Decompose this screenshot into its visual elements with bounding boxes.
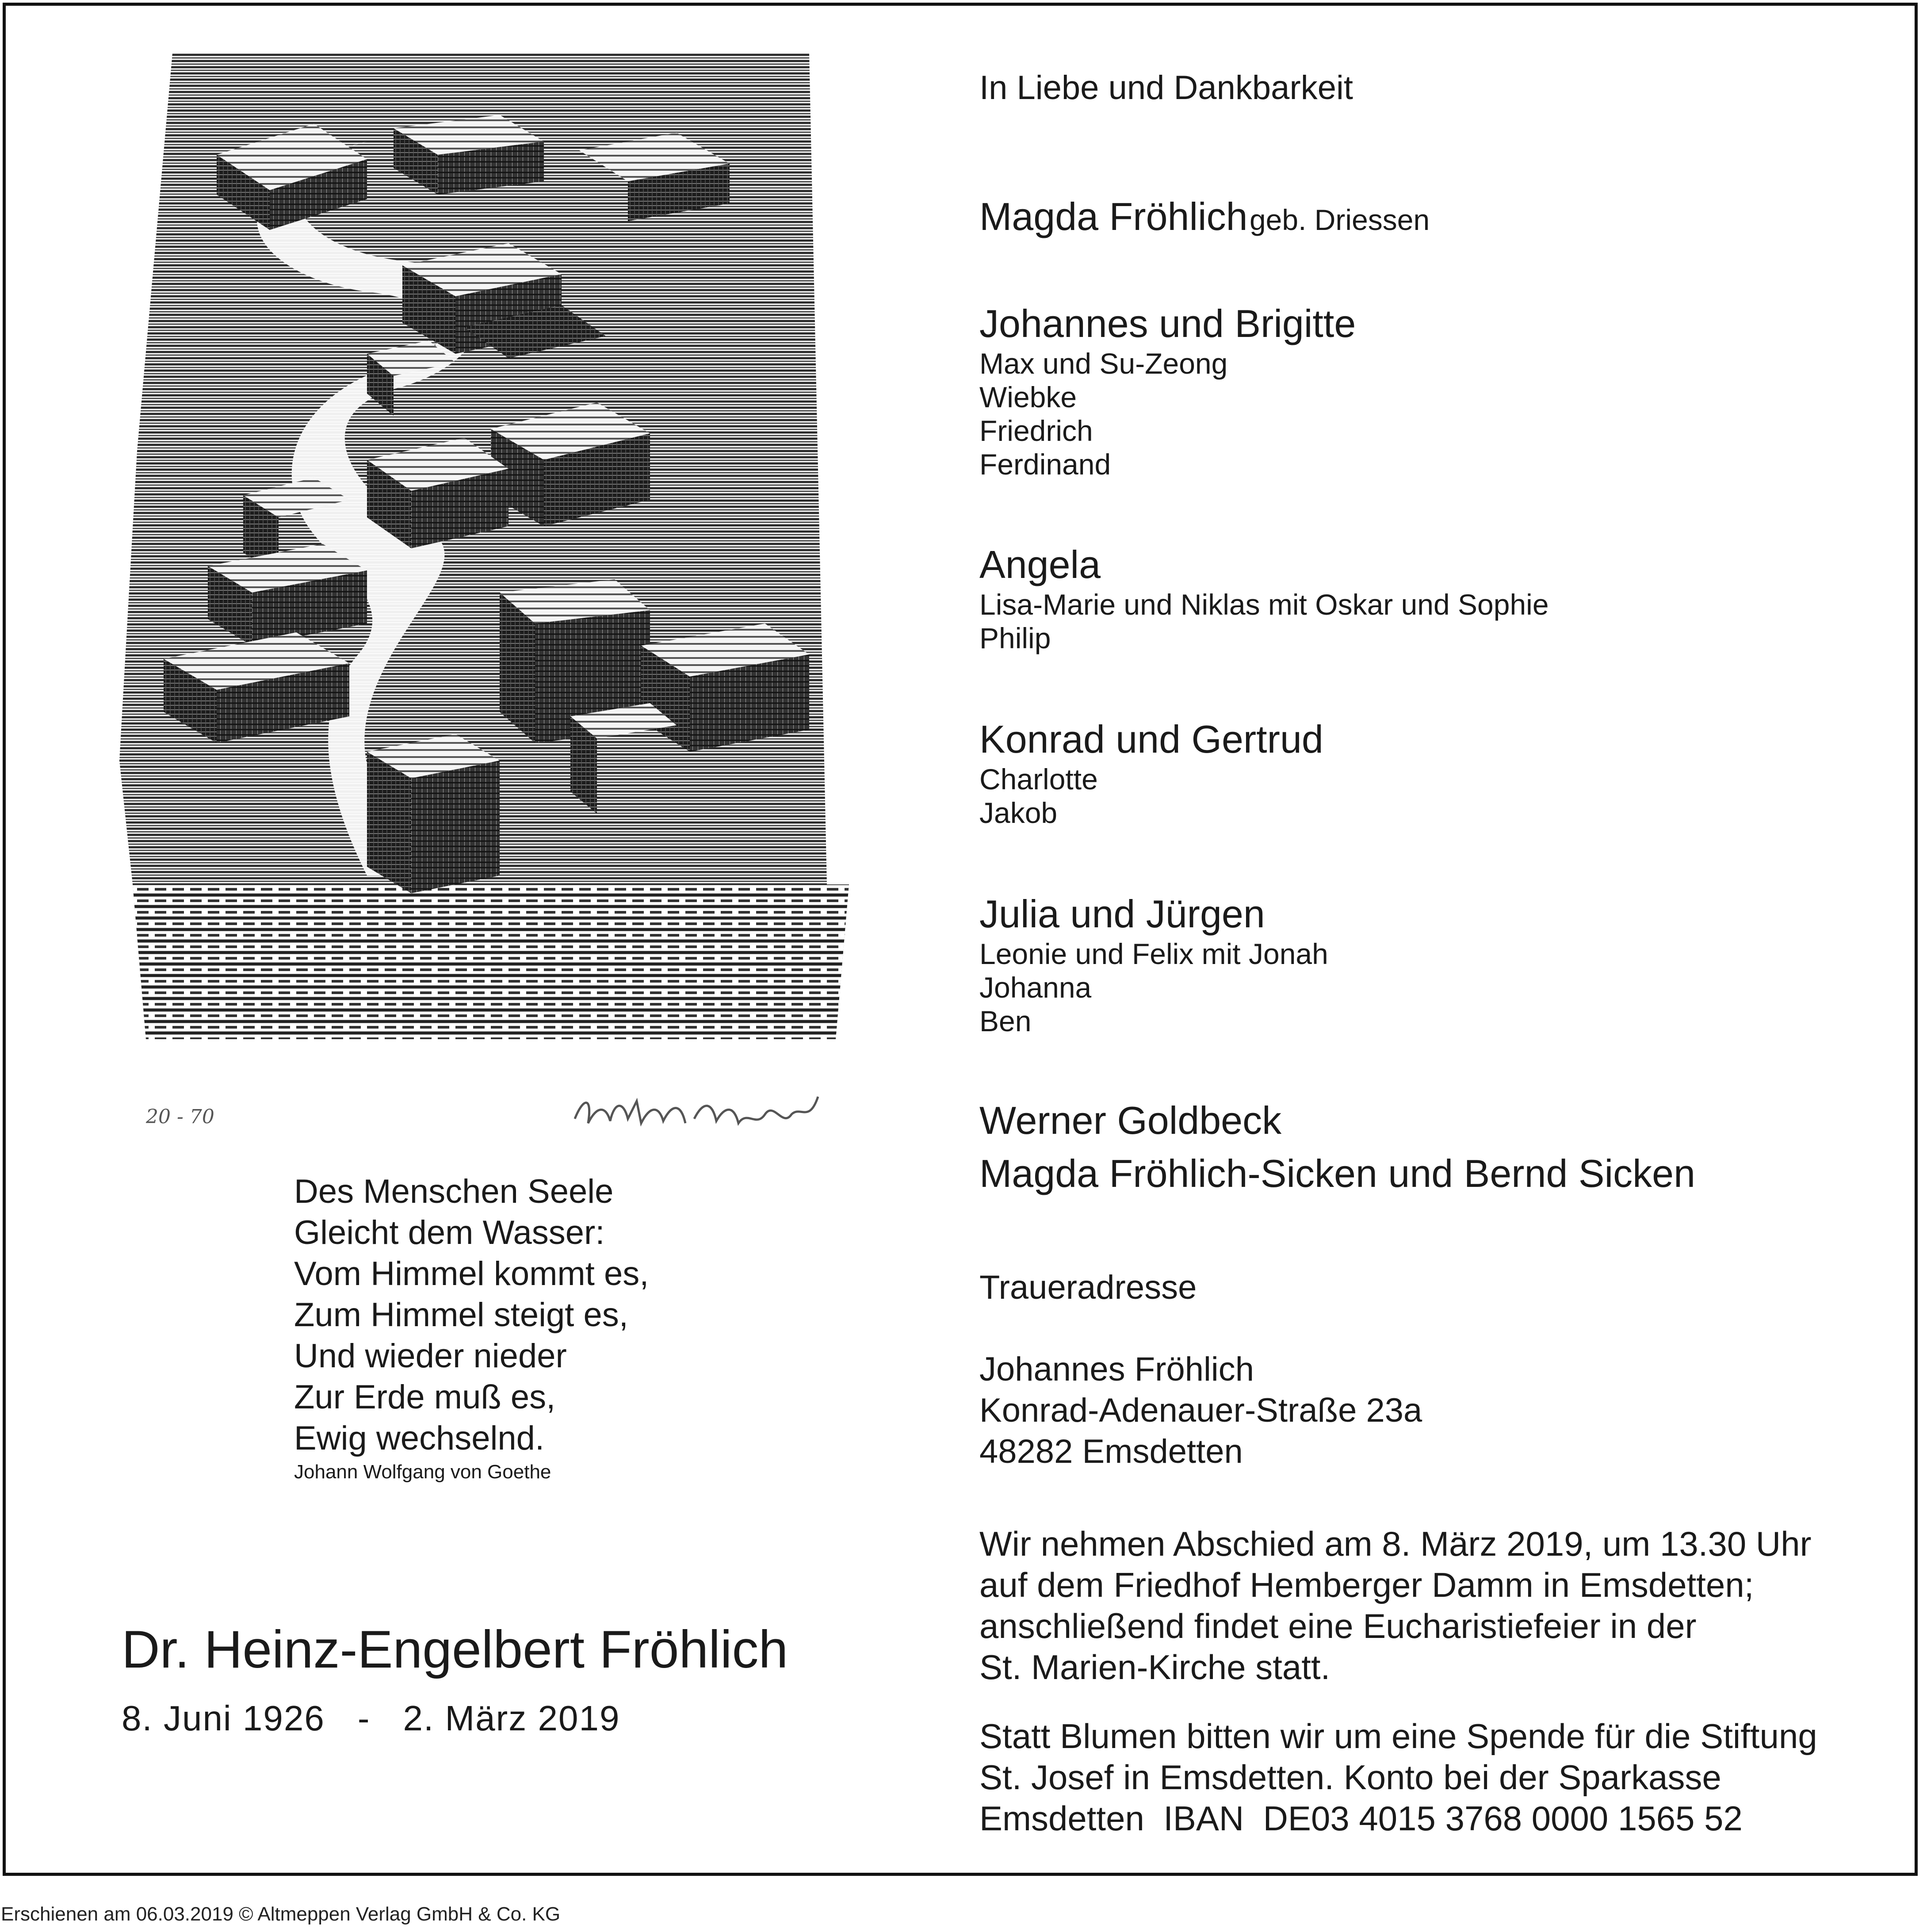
mourner-name: Werner Goldbeck xyxy=(979,1098,1282,1142)
farewell-line: anschließend findet eine Eucharistiefeier in der xyxy=(979,1607,1697,1645)
poem-line: Ewig wechselnd. xyxy=(294,1419,545,1457)
artwork-etching xyxy=(119,53,862,1092)
deceased-name: Dr. Heinz-Engelbert Fröhlich xyxy=(122,1620,788,1679)
widow-maiden-name: geb. Driessen xyxy=(1249,203,1430,236)
poem-line: Zur Erde muß es, xyxy=(294,1378,556,1416)
family-member: Leonie und Felix mit Jonah xyxy=(979,937,1328,970)
family-member: Charlotte xyxy=(979,763,1098,796)
family-member: Ben xyxy=(979,1005,1032,1037)
poem-line: Des Menschen Seele xyxy=(294,1173,614,1210)
poem xyxy=(294,1171,649,1484)
poem-line: Vom Himmel kommt es, xyxy=(294,1255,649,1293)
address-line: Johannes Fröhlich xyxy=(979,1350,1254,1388)
donation-line: St. Josef in Emsdetten. Konto bei der Sparkasse xyxy=(979,1758,1721,1797)
life-dates xyxy=(122,1697,620,1740)
family-member: Wiebke xyxy=(979,381,1077,413)
family-group xyxy=(979,542,1549,655)
address-line: 48282 Emsdetten xyxy=(979,1433,1243,1470)
family-member: Johanna xyxy=(979,971,1092,1004)
donation-line: Statt Blumen bitten wir um eine Spende für die Stiftung xyxy=(979,1717,1817,1756)
farewell-line: auf dem Friedhof Hemberger Damm in Emsdetten; xyxy=(979,1565,1754,1604)
donation-paragraph xyxy=(979,1716,1817,1839)
farewell-line: Wir nehmen Abschied am 8. März 2019, um 13.30 Uhr xyxy=(979,1524,1812,1563)
family-head: Julia und Jürgen xyxy=(979,892,1265,936)
artist-signature xyxy=(570,1088,822,1136)
artwork-edition-number: 20 - 70 xyxy=(146,1106,214,1128)
family-member: Jakob xyxy=(979,796,1058,829)
widow-line xyxy=(979,194,1430,240)
poem-line: Gleicht dem Wasser: xyxy=(294,1214,605,1251)
family-member: Lisa-Marie und Niklas mit Oskar und Sophie xyxy=(979,588,1549,621)
family-head: Konrad und Gertrud xyxy=(979,717,1323,761)
mourning-address xyxy=(979,1349,1422,1472)
farewell-paragraph xyxy=(979,1523,1812,1688)
poem-author: Johann Wolfgang von Goethe xyxy=(294,1461,551,1483)
address-label: Traueradresse xyxy=(979,1269,1197,1306)
date-separator: - xyxy=(357,1699,371,1738)
donation-line: Emsdetten IBAN DE03 4015 3768 0000 1565 52 xyxy=(979,1799,1743,1838)
publication-footer: Erschienen am 06.03.2019 © Altmeppen Verlag GmbH & Co. KG xyxy=(1,1903,561,1925)
widow-name: Magda Fröhlich xyxy=(979,195,1248,238)
family-member: Friedrich xyxy=(979,414,1093,447)
death-date: 2. März 2019 xyxy=(403,1699,620,1738)
family-group xyxy=(979,301,1356,481)
address-line: Konrad-Adenauer-Straße 23a xyxy=(979,1392,1422,1429)
birth-date: 8. Juni 1926 xyxy=(122,1699,325,1738)
farewell-line: St. Marien-Kirche statt. xyxy=(979,1648,1330,1687)
poem-line: Und wieder nieder xyxy=(294,1337,567,1375)
family-group xyxy=(979,891,1328,1038)
intro-text: In Liebe und Dankbarkeit xyxy=(979,69,1353,107)
mourner-name: Magda Fröhlich-Sicken und Bernd Sicken xyxy=(979,1152,1696,1195)
family-head: Angela xyxy=(979,543,1101,586)
family-member: Ferdinand xyxy=(979,448,1111,481)
family-member: Max und Su-Zeong xyxy=(979,347,1228,380)
family-group xyxy=(979,716,1323,830)
poem-line: Zum Himmel steigt es, xyxy=(294,1296,628,1334)
family-member: Philip xyxy=(979,622,1051,654)
family-head: Johannes und Brigitte xyxy=(979,302,1356,345)
